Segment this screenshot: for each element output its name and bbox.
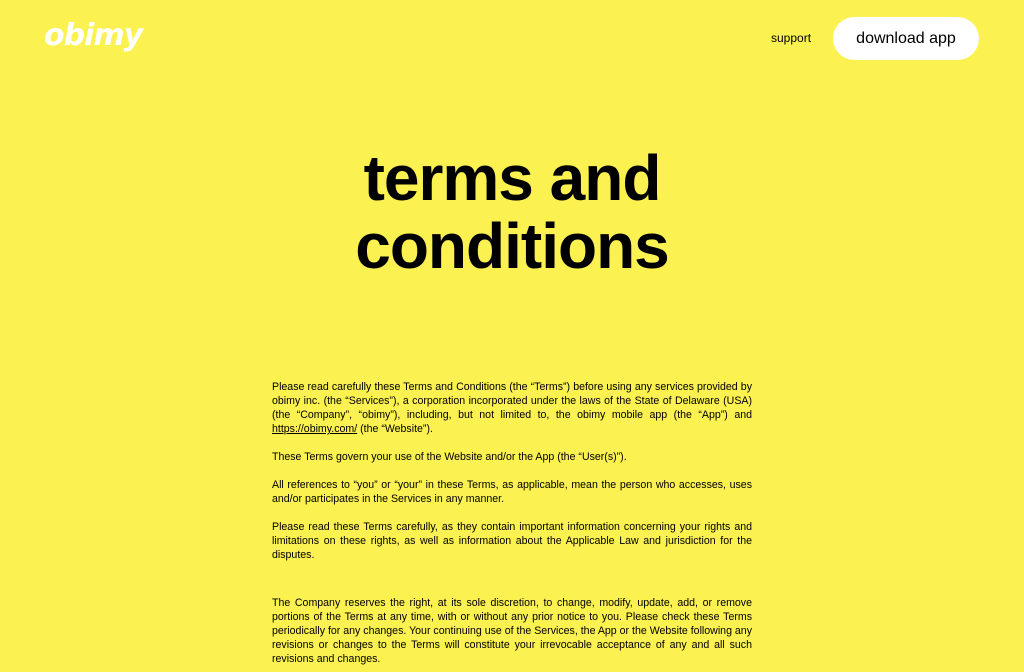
page-title-line-2: conditions — [355, 210, 669, 282]
terms-paragraph-read-carefully: Please read these Terms carefully, as they contain important information concerning your rights and limitations on these rights, as well as information about the Applicable Law and jurisdiction for the disputes. — [272, 521, 752, 561]
terms-paragraph-changes: The Company reserves the right, at its sole discretion, to change, modify, update, add, or remove portions of the Terms at any time, with or without any prior notice to you. Please check these Terms periodically for any changes. Your continuing use of the Services, the App or the Website following any revisions or changes to the Terms will constitute your irrevocable acceptance of any and all such revisions and changes. — [272, 597, 752, 665]
terms-paragraph-intro — [272, 380, 752, 436]
terms-paragraph-users: These Terms govern your use of the Website and/or the App (the “User(s)”). — [272, 451, 627, 463]
website-link[interactable]: https://obimy.com/ — [272, 423, 358, 435]
intro-text: Please read carefully these Terms and Conditions (the “Terms”) before using any services provided by obimy inc. (the “Services”), a corporation incorporated under the laws of the State of Delaware (USA) (the “Company”, “obimy”), including, but not limited to, the obimy mobile app (the “App”) and — [272, 381, 752, 421]
terms-paragraph-references: All references to “you” or “your” in these Terms, as applicable, mean the person who accesses, uses and/or participates in the Services in any manner. — [272, 479, 752, 505]
terms-body — [272, 380, 752, 672]
page-title-line-1: terms and — [363, 142, 661, 214]
intro-text-end: (the “Website”). — [357, 423, 433, 435]
page-title — [0, 144, 1024, 280]
support-link[interactable]: support — [771, 31, 812, 45]
obimy-logo[interactable]: obimy — [44, 18, 143, 53]
download-app-button[interactable]: download app — [833, 17, 979, 60]
